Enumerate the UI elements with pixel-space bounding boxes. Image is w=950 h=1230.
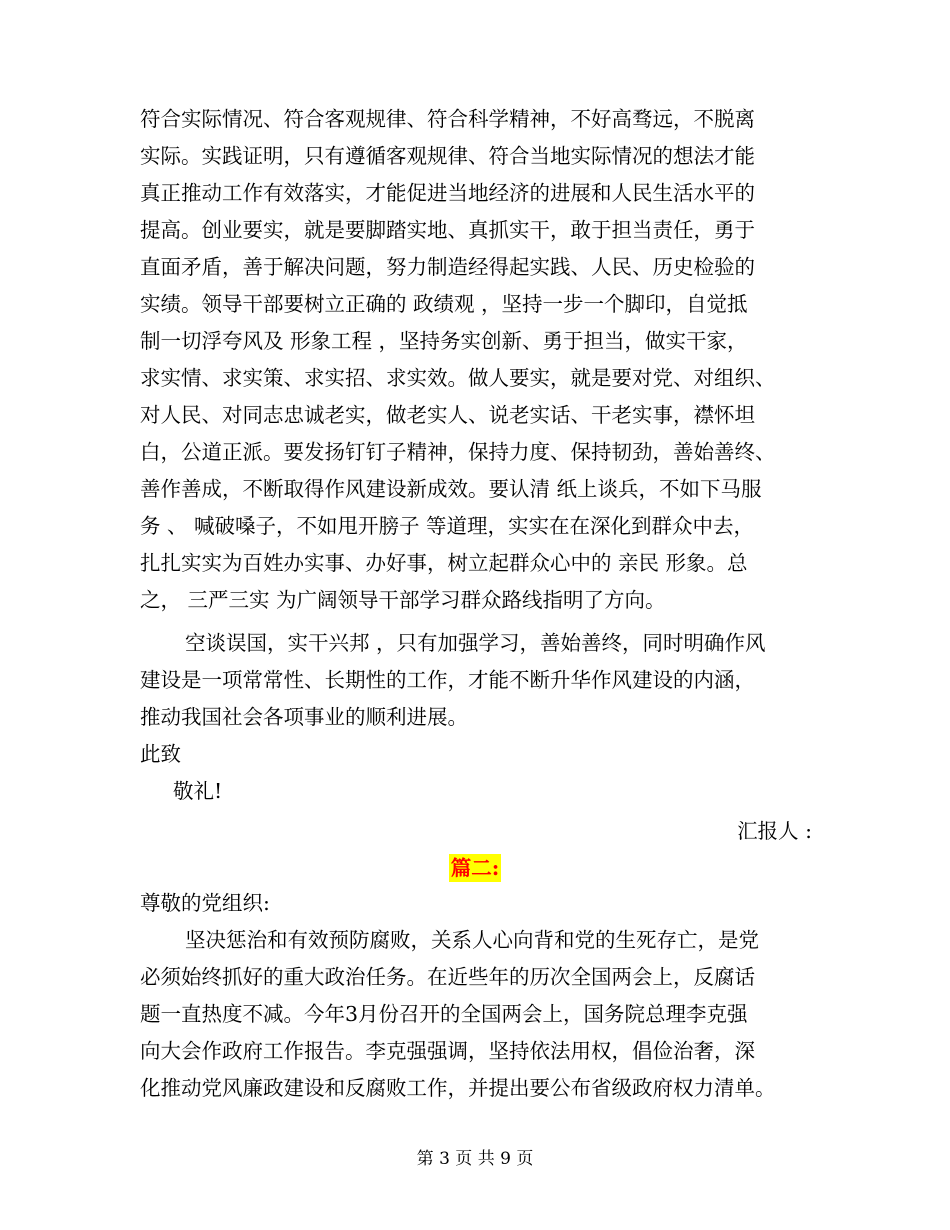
text-line: 真正推动工作有效落实，才能促进当地经济的进展和人民生活水平的 [140, 181, 755, 205]
text-line: 直面矛盾，善于解决问题，努力制造经得起实践、人民、历史检验的 [140, 255, 755, 279]
text-line: 题一直热度不减。今年3月份召开的全国两会上，国务院总理李克强 [140, 1002, 748, 1026]
text-line: 必须始终抓好的重大政治任务。在近些年的历次全国两会上，反腐话 [140, 965, 755, 989]
text-line: 提高。创业要实，就是要脚踏实地、真抓实干，敢于担当责任，勇于 [140, 218, 755, 242]
text-line: 实绩。领导干部要树立正确的 政绩观 ，坚持一步一个脚印，自觉抵 [140, 292, 748, 316]
text-line: 坚决惩治和有效预防腐败，关系人心向背和党的生死存亡，是党 [185, 928, 759, 952]
text-line: 扎扎实实为百姓办实事、办好事，树立起群众心中的 亲民 形象。总 [140, 551, 748, 575]
text-line: 实际。实践证明，只有遵循客观规律、符合当地实际情况的想法才能 [140, 144, 755, 168]
text-line: 符合实际情况、符合客观规律、符合科学精神，不好高骛远，不脱离 [140, 107, 755, 131]
text-line: 求实情、求实策、求实招、求实效。做人要实，就是要对党、对组织、 [140, 366, 776, 390]
text-line: 务 、 喊破嗓子，不如甩开膀子 等道理，实实在在深化到群众中去， [140, 514, 755, 538]
text-line: 向大会作政府工作报告。李克强强调，坚持依法用权，倡俭治奢，深 [140, 1039, 755, 1063]
reporter-signature: 汇报人 : [737, 819, 812, 843]
text-line: 推动我国社会各项事业的顺利进展。 [140, 705, 468, 729]
paragraph-1 [140, 101, 820, 619]
text-line: 化推动党风廉政建设和反腐败工作，并提出要公布省级政府权力清单。 [140, 1076, 776, 1100]
paragraph-3 [140, 885, 820, 1107]
text-line: 制一切浮夸风及 形象工程 ，坚持务实创新、勇于担当，做实干家， [140, 329, 748, 353]
text-line: 白，公道正派。要发扬钉钉子精神，保持力度、保持韧劲，善始善终、 [140, 440, 776, 464]
text-line: 建设是一项常常性、长期性的工作，才能不断升华作风建设的内涵， [140, 668, 755, 692]
text-line: 之， 三严三实 为广阔领导干部学习群众路线指明了方向。 [140, 588, 666, 612]
text-line: 对人民、对同志忠诚老实，做老实人、说老实话、干老实事，襟怀坦 [140, 403, 755, 427]
section-title [0, 851, 950, 885]
text-line: 空谈误国，实干兴邦 ，只有加强学习，善始善终，同时明确作风 [185, 631, 766, 655]
paragraph-2 [140, 625, 820, 810]
closing-jing-li: 敬礼! [173, 779, 223, 803]
page-number-footer: 第 3 页 共 9 页 [416, 1149, 534, 1169]
salutation: 尊敬的党组织: [140, 891, 270, 915]
closing-ci-zhi: 此致 [140, 742, 181, 766]
section-title-text: 篇二: [450, 856, 500, 880]
text-line: 善作善成，不断取得作风建设新成效。要认清 纸上谈兵，不如下马服 [140, 477, 762, 501]
